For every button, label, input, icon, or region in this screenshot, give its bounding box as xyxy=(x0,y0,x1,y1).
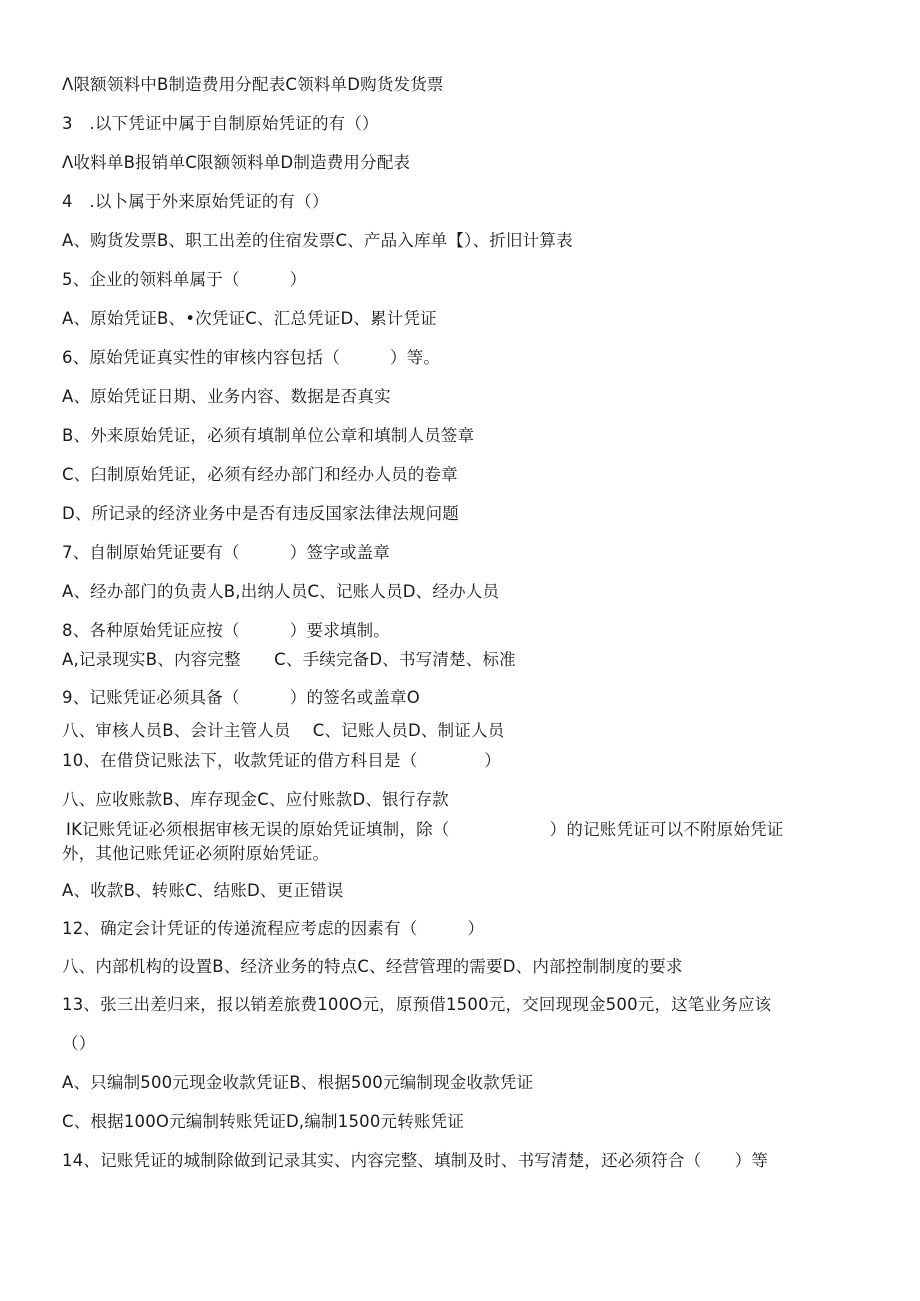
options-q13-ab: A、只编制500元现金收款凭证B、根据500元编制现金收款凭证 xyxy=(62,1073,534,1092)
options-q3: Λ收料单B报销单C限额领料单D制造费用分配表 xyxy=(62,153,411,172)
options-q7: A、经办部门的负责人B,出纳人员C、记账人员D、经办人员 xyxy=(62,582,500,601)
options-q9: 八、审核人员B、会计主管人员 C、记账人员D、制证人员 xyxy=(62,721,505,740)
options-q13-cd: C、根据100O元编制转账凭证D,编制1500元转账凭证 xyxy=(62,1112,465,1131)
option-q6-d: D、所记录的经济业务中是否有违反国家法律法规问题 xyxy=(62,504,460,523)
option-line-q2: Λ限额领料中B制造费用分配表C领料单D购货发货票 xyxy=(62,75,444,94)
options-q11: A、收款B、转账C、结账D、更正错误 xyxy=(62,881,344,900)
question-14: 14、记账凭证的城制除做到记录其实、内容完整、填制及时、书写清楚，还必须符合（ ）等 xyxy=(62,1151,769,1170)
question-9: 9、记账凭证必须具备（ ）的签名或盖章O xyxy=(62,688,420,707)
options-q12: 八、内部机构的设置B、经济业务的特点C、经营管理的需要D、内部控制制度的要求 xyxy=(62,957,683,976)
question-4: 4 .以卜属于外来原始凭证的有（） xyxy=(62,192,329,211)
question-10: 10、在借贷记账法下，收款凭证的借方科目是（ ） xyxy=(62,751,501,770)
question-5: 5、企业的领料单属于（ ） xyxy=(62,270,307,289)
question-13: 13、张三出差归来，报以销差旅费100O元，原预借1500元，交回现现金500元，这笔业务应该 xyxy=(62,995,772,1014)
option-q6-b: B、外来原始凭证，必须有填制单位公章和填制人员签章 xyxy=(62,426,475,445)
options-q5: A、原始凭证B、•次凭证C、汇总凭证D、累计凭证 xyxy=(62,309,437,328)
question-13-cont: （） xyxy=(62,1034,96,1053)
question-11-cont: 外，其他记账凭证必须附原始凭证。 xyxy=(62,844,330,863)
option-q6-c: C、臼制原始凭证，必须有经办部门和经办人员的卷章 xyxy=(62,465,458,484)
question-3: 3 .以下凭证中属于自制原始凭证的有（） xyxy=(62,114,379,133)
question-6: 6、原始凭证真实性的审核内容包括（ ）等。 xyxy=(62,348,441,367)
question-7: 7、自制原始凭证要有（ ）签字或盖章 xyxy=(62,543,390,562)
option-q6-a: A、原始凭证日期、业务内容、数据是否真实 xyxy=(62,387,391,406)
question-11: IK记账凭证必须根据审核无误的原始凭证填制，除（ ）的记账凭证可以不附原始凭证 xyxy=(66,820,784,839)
options-q8: A,记录现实B、内容完整 C、手续完备D、书写清楚、标准 xyxy=(62,650,516,669)
options-q10: 八、应收账款B、库存现金C、应付账款D、银行存款 xyxy=(62,790,449,809)
options-q4: A、购货发票B、职工出差的住宿发票C、产品入库单【）、折旧计算表 xyxy=(62,231,573,250)
question-8: 8、各种原始凭证应按（ ）要求填制。 xyxy=(62,621,390,640)
question-12: 12、确定会计凭证的传递流程应考虑的因素有（ ） xyxy=(62,919,485,938)
